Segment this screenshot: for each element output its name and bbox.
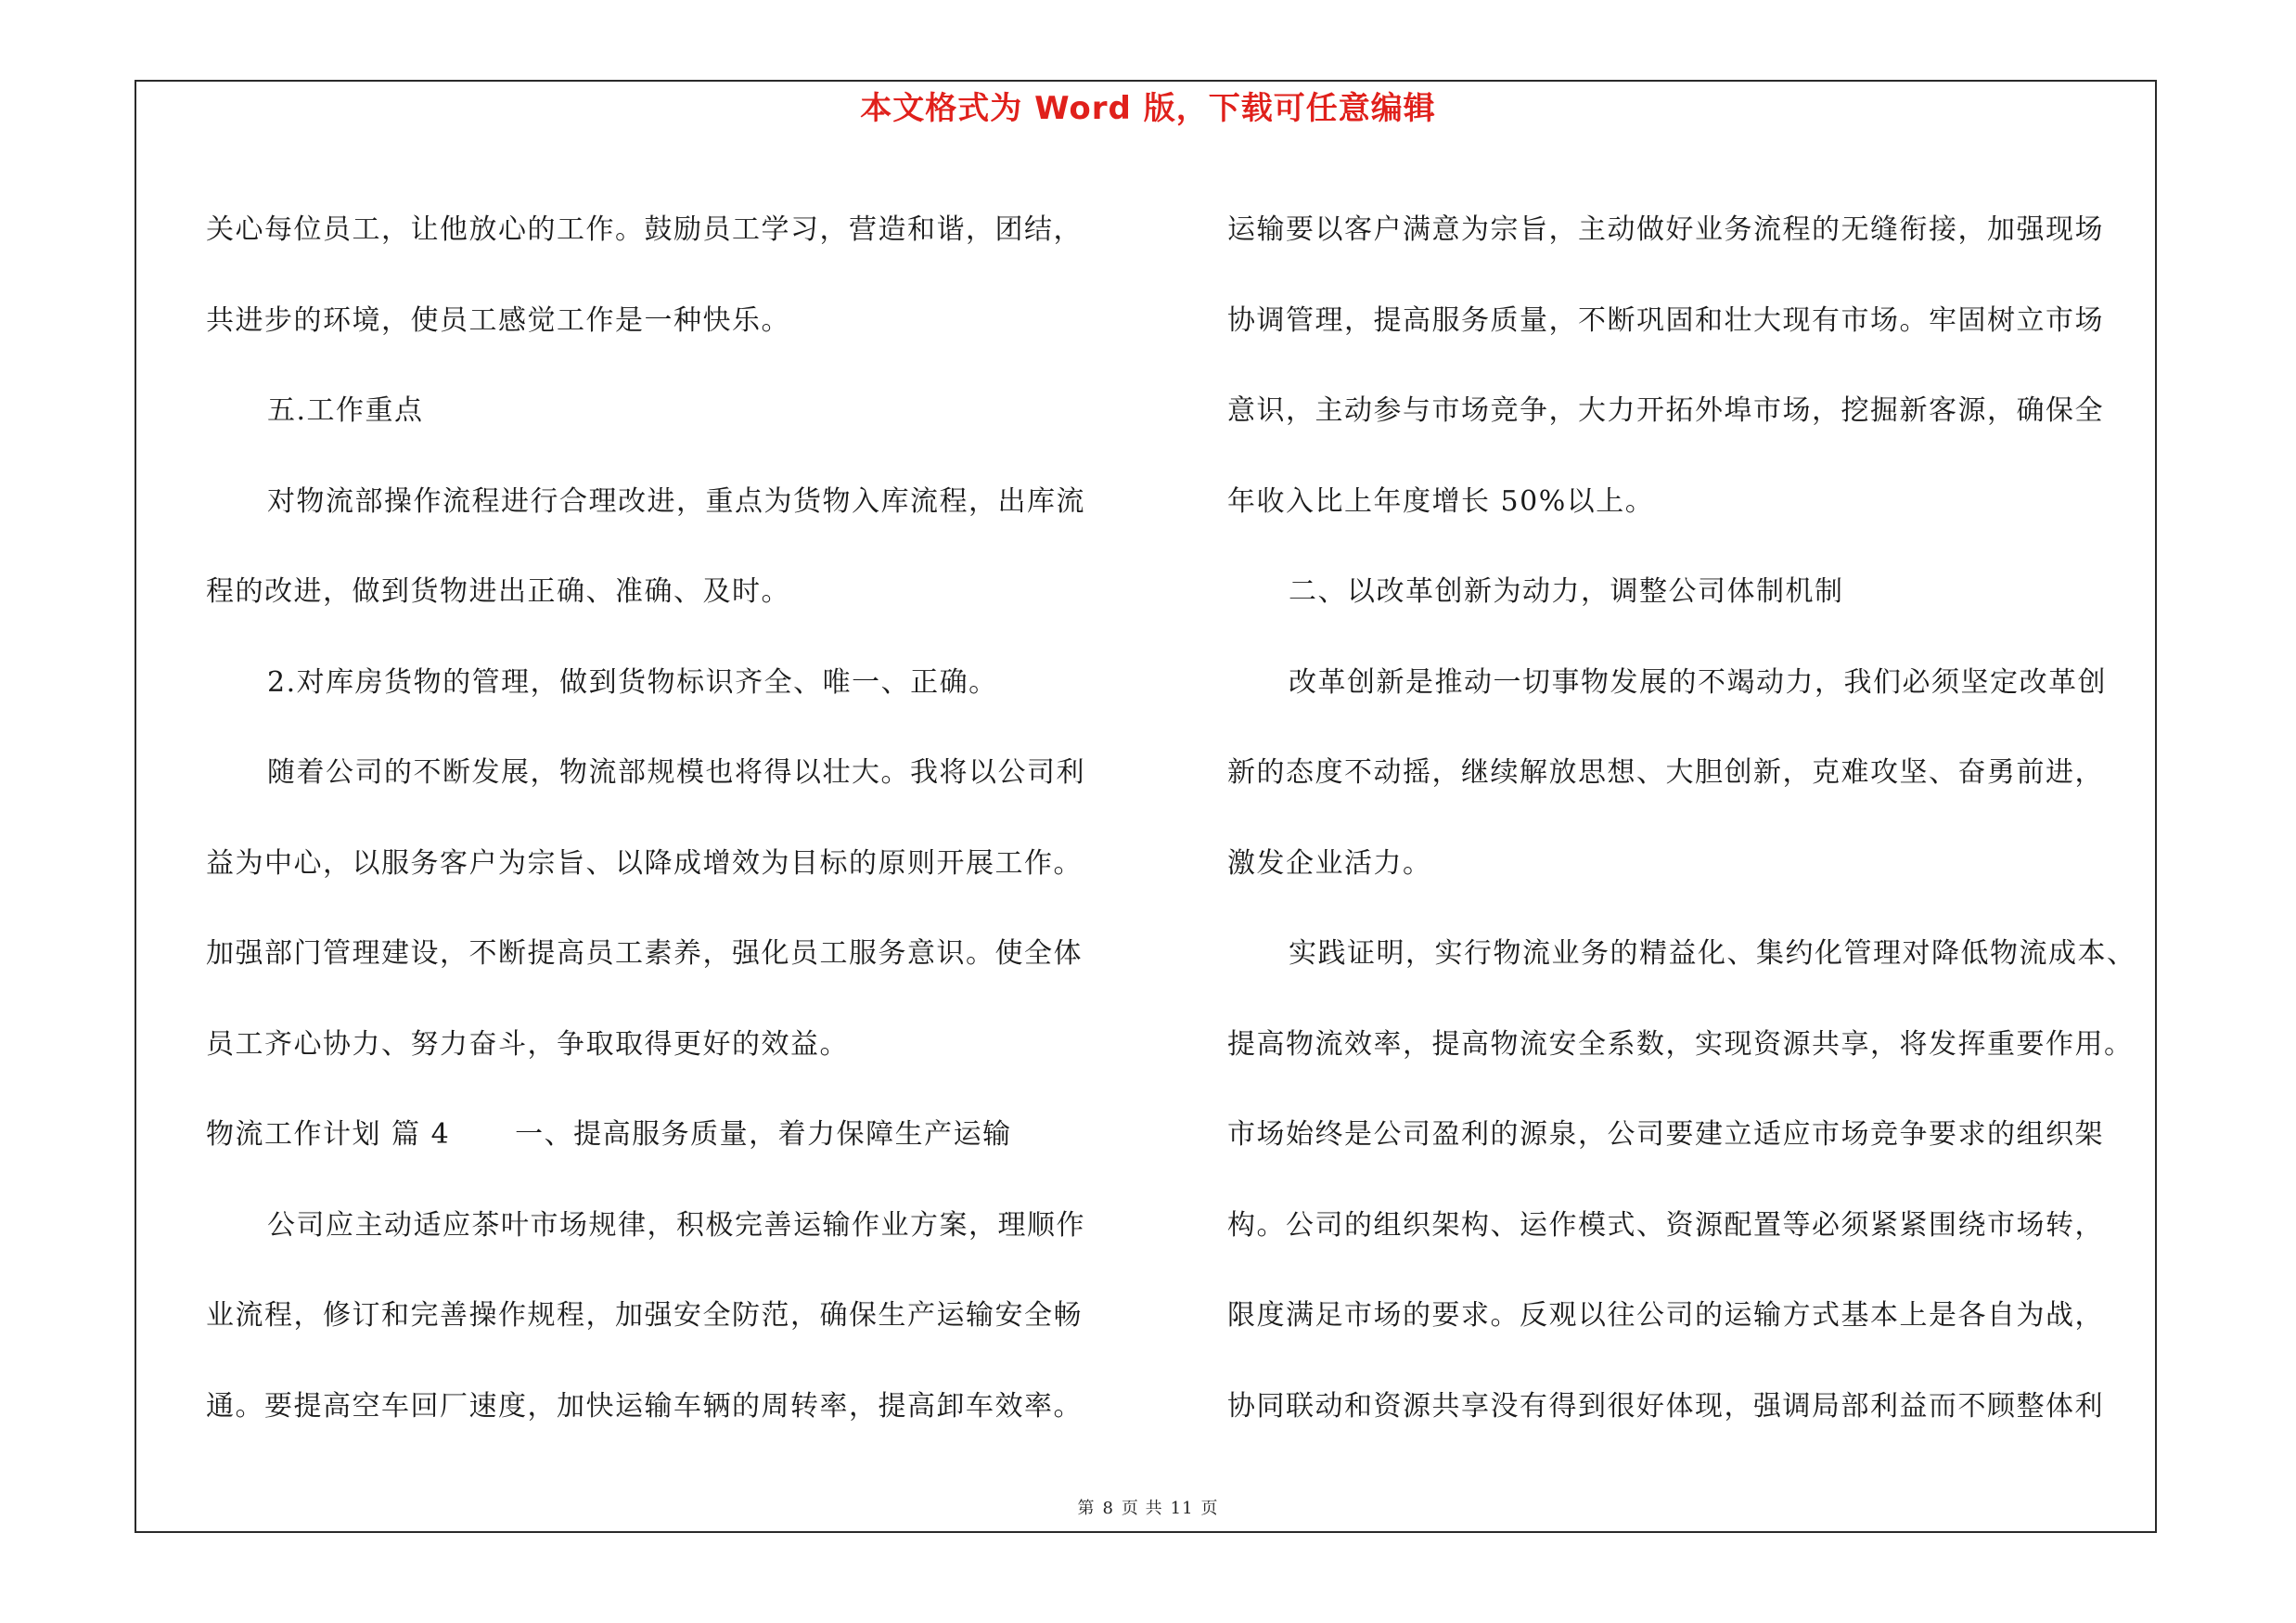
text-line	[1227, 185, 2160, 276]
current-page-number: 8	[1102, 1499, 1114, 1518]
text-line	[206, 1361, 1161, 1452]
line-text: 年收入比上年度增长 50%以上。	[1227, 484, 1655, 518]
text-line	[1227, 908, 2160, 999]
line-text: 改革创新是推动一切事物发展的不竭动力，我们必须坚定改革创	[1289, 665, 2107, 699]
right-column	[1227, 185, 2160, 1451]
line-text: 物流工作计划 篇 4	[206, 1118, 451, 1151]
text-line	[1227, 999, 2160, 1090]
line-text: 对物流部操作流程进行合理改进，重点为货物入库流程，出库流	[267, 484, 1085, 518]
text-line	[206, 818, 1161, 909]
text-line	[1227, 638, 2160, 728]
text-line	[206, 728, 1161, 818]
total-pages-number: 11	[1170, 1499, 1194, 1518]
line-text: 限度满足市场的要求。反观以往公司的运输方式基本上是各自为战，	[1227, 1299, 2104, 1332]
line-text: 运输要以客户满意为宗旨，主动做好业务流程的无缝衔接，加强现场	[1227, 213, 2104, 246]
text-line	[206, 276, 1161, 367]
line-text: 激发企业活力。	[1227, 846, 1432, 880]
line-text: 益为中心，以服务客户为宗旨、以降成增效为目标的原则开展工作。	[206, 846, 1083, 880]
text-line	[1227, 1361, 2160, 1452]
line-text: 随着公司的不断发展，物流部规模也将得以壮大。我将以公司利	[267, 756, 1085, 789]
text-line	[206, 366, 1161, 457]
left-column	[206, 185, 1161, 1451]
line-text: 员工齐心协力、努力奋斗，争取取得更好的效益。	[206, 1027, 849, 1061]
text-line	[206, 1270, 1161, 1361]
line-text: 加强部门管理建设，不断提高员工素养，强化员工服务意识。使全体	[206, 937, 1083, 970]
line-text: 二、以改革创新为动力，调整公司体制机制	[1289, 575, 1844, 608]
line-text: 通。要提高空车回厂速度，加快运输车辆的周转率，提高卸车效率。	[206, 1389, 1083, 1423]
text-line	[206, 908, 1161, 999]
text-line	[1227, 728, 2160, 818]
text-line	[206, 457, 1161, 547]
line-text: 意识，主动参与市场竞争，大力开拓外埠市场，挖掘新客源，确保全	[1227, 394, 2104, 427]
line-text: 市场始终是公司盈利的源泉，公司要建立适应市场竞争要求的组织架	[1227, 1118, 2104, 1151]
footer-suffix: 页	[1200, 1499, 1219, 1518]
text-line	[1227, 366, 2160, 457]
line-text: 关心每位员工，让他放心的工作。鼓励员工学习，营造和谐，团结，	[206, 213, 1083, 246]
text-line	[206, 638, 1161, 728]
line-text: 协同联动和资源共享没有得到很好体现，强调局部利益而不顾整体利	[1227, 1389, 2104, 1423]
text-line	[206, 1180, 1161, 1271]
line-text: 业流程，修订和完善操作规程，加强安全防范，确保生产运输安全畅	[206, 1299, 1083, 1332]
line-text: 实践证明，实行物流业务的精益化、集约化管理对降低物流成本、	[1289, 937, 2136, 970]
page-footer	[0, 1495, 2296, 1519]
text-line	[1227, 1180, 2160, 1271]
line-text: 程的改进，做到货物进出正确、准确、及时。	[206, 575, 790, 608]
line-text: 新的态度不动摇，继续解放思想、大胆创新，克难攻坚、奋勇前进，	[1227, 756, 2104, 789]
text-line	[206, 547, 1161, 638]
text-line	[1227, 457, 2160, 547]
line-text: 共进步的环境，使员工感觉工作是一种快乐。	[206, 303, 790, 337]
footer-middle: 页 共	[1121, 1499, 1163, 1518]
text-line	[1227, 1089, 2160, 1180]
text-line	[206, 185, 1161, 276]
format-banner: 本文格式为 Word 版，下载可任意编辑	[860, 90, 1436, 127]
text-line	[1227, 818, 2160, 909]
line-text: 五.工作重点	[267, 394, 424, 427]
text-line	[206, 1089, 1161, 1180]
text-line	[1227, 276, 2160, 367]
text-line	[1227, 1270, 2160, 1361]
line-text: 构。公司的组织架构、运作模式、资源配置等必须紧紧围绕市场转，	[1227, 1208, 2104, 1242]
line-text: 提高物流效率，提高物流安全系数，实现资源共享，将发挥重要作用。	[1227, 1027, 2134, 1061]
text-line	[1227, 547, 2160, 638]
line-text: 协调管理，提高服务质量，不断巩固和壮大现有市场。牢固树立市场	[1227, 303, 2104, 337]
footer-prefix: 第	[1077, 1499, 1096, 1518]
line-text: 公司应主动适应茶叶市场规律，积极完善运输作业方案，理顺作	[267, 1208, 1085, 1242]
line-text: 2.对库房货物的管理，做到货物标识齐全、唯一、正确。	[267, 665, 998, 699]
text-line	[206, 999, 1161, 1090]
line-text-secondary: 一、提高服务质量，着力保障生产运输	[515, 1118, 1012, 1151]
